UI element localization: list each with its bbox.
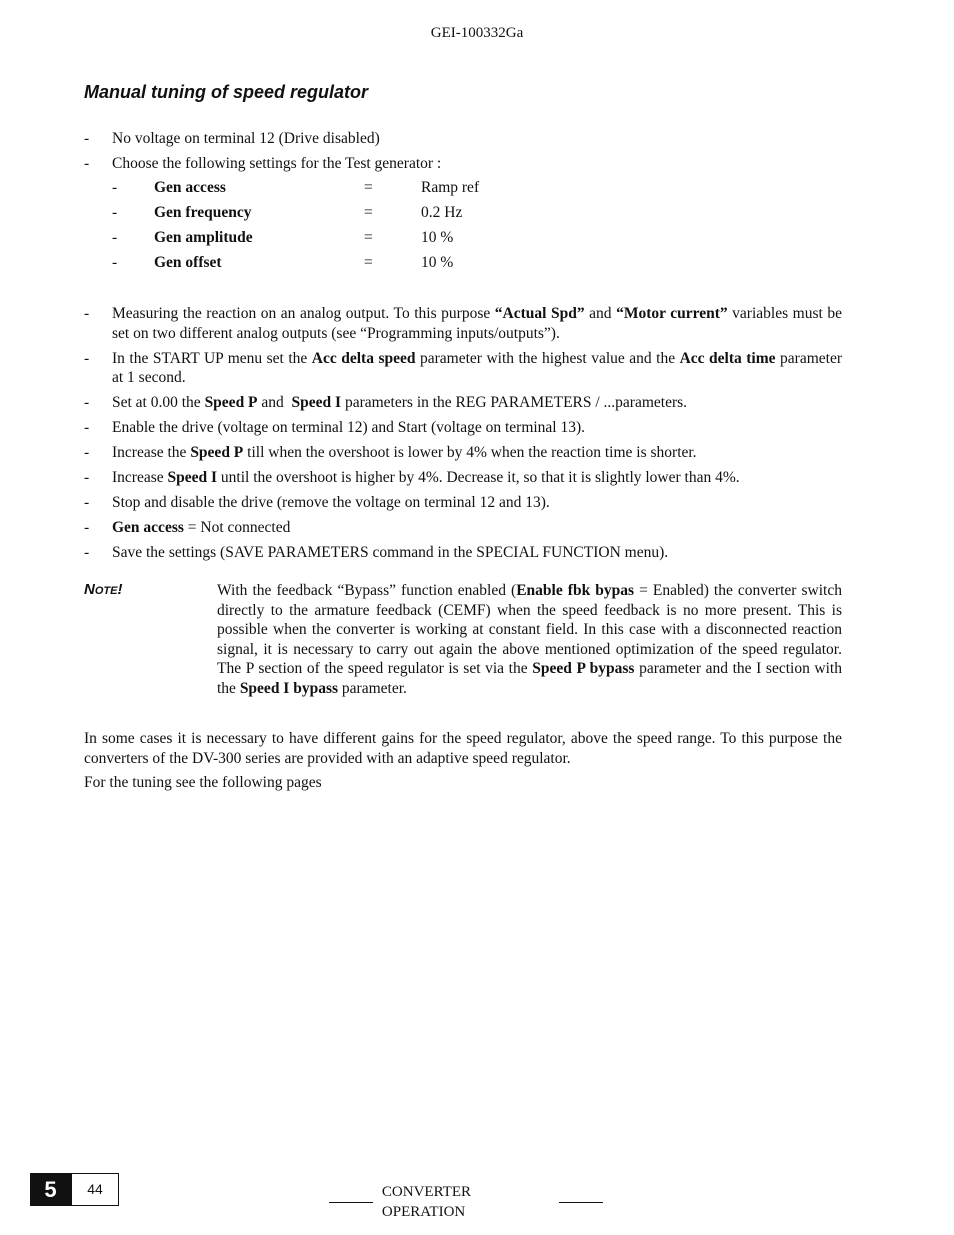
page-number: 44 xyxy=(71,1173,119,1206)
setting-value: 10 % xyxy=(421,229,454,246)
list-item: - Gen access = Not connected xyxy=(84,519,291,536)
note-label: NOTE! xyxy=(84,581,123,598)
adaptive-regulator-paragraph: In some cases it is necessary to have different gains for the speed regulator, above the speed range. To this purpose the converters of the DV-300 series are provided with an adaptive speed regulator. xyxy=(84,730,842,767)
list-item: - Set at 0.00 the Speed P and Speed I parameters in the REG PARAMETERS / ...parameters. xyxy=(84,394,688,411)
setting-value: 10 % xyxy=(421,254,454,271)
list-item: - No voltage on terminal 12 (Drive disabled) xyxy=(84,130,380,147)
list-item: - In the START UP menu set the Acc delta speed parameter with the highest value and the Acc delta time parameter at 1 second. xyxy=(84,349,842,386)
setting-name: Gen access xyxy=(154,179,226,196)
note-text: With the feedback “Bypass” function enabled (Enable fbk bypas = Enabled) the converter switch directly to the armature feedback (CEMF) when the speed feedback is no more present. This is possible when the converter is working at constant field. In this case with a disconnected reaction signal, it is necessary to carry out again the above mentioned optimization of the speed regulator. The P section of the speed regulator is set via the Speed P bypass parameter and the I section with the Speed I bypass parameter. xyxy=(217,582,842,697)
setting-name: Gen amplitude xyxy=(154,229,253,246)
list-item: - Save the settings (SAVE PARAMETERS command in the SPECIAL FUNCTION menu). xyxy=(84,544,669,561)
list-item: - Measuring the reaction on an analog output. To this purpose “Actual Spd” and “Motor current” variables must be set on two different analog outputs (see “Programming inputs/outputs”). xyxy=(84,305,842,342)
setting-name: Gen frequency xyxy=(154,204,252,221)
list-item: - Increase the Speed P till when the overshoot is lower by 4% when the reaction time is shorter. xyxy=(84,444,697,461)
tuning-steps-list xyxy=(84,304,842,568)
list-item: - Stop and disable the drive (remove the voltage on terminal 12 and 13). xyxy=(84,494,550,511)
document-id: GEI-100332Ga xyxy=(430,25,524,41)
chapter-number: 5 xyxy=(30,1173,71,1206)
setting-name: Gen offset xyxy=(154,254,222,271)
list-item: - Increase Speed I until the overshoot is higher by 4%. Decrease it, so that it is slightly lower than 4%. xyxy=(84,469,740,486)
list-item: - Enable the drive (voltage on terminal 12) and Start (voltage on terminal 13). xyxy=(84,419,586,436)
setting-value: 0.2 Hz xyxy=(421,204,463,221)
setting-value: Ramp ref xyxy=(421,179,480,196)
list-item: - Choose the following settings for the Test generator : xyxy=(84,155,442,172)
tuning-reference-paragraph: For the tuning see the following pages xyxy=(84,774,322,791)
intro-list xyxy=(84,129,842,179)
section-title: Manual tuning of speed regulator xyxy=(84,82,369,102)
footer-title: CONVERTER OPERATION xyxy=(320,1183,612,1222)
